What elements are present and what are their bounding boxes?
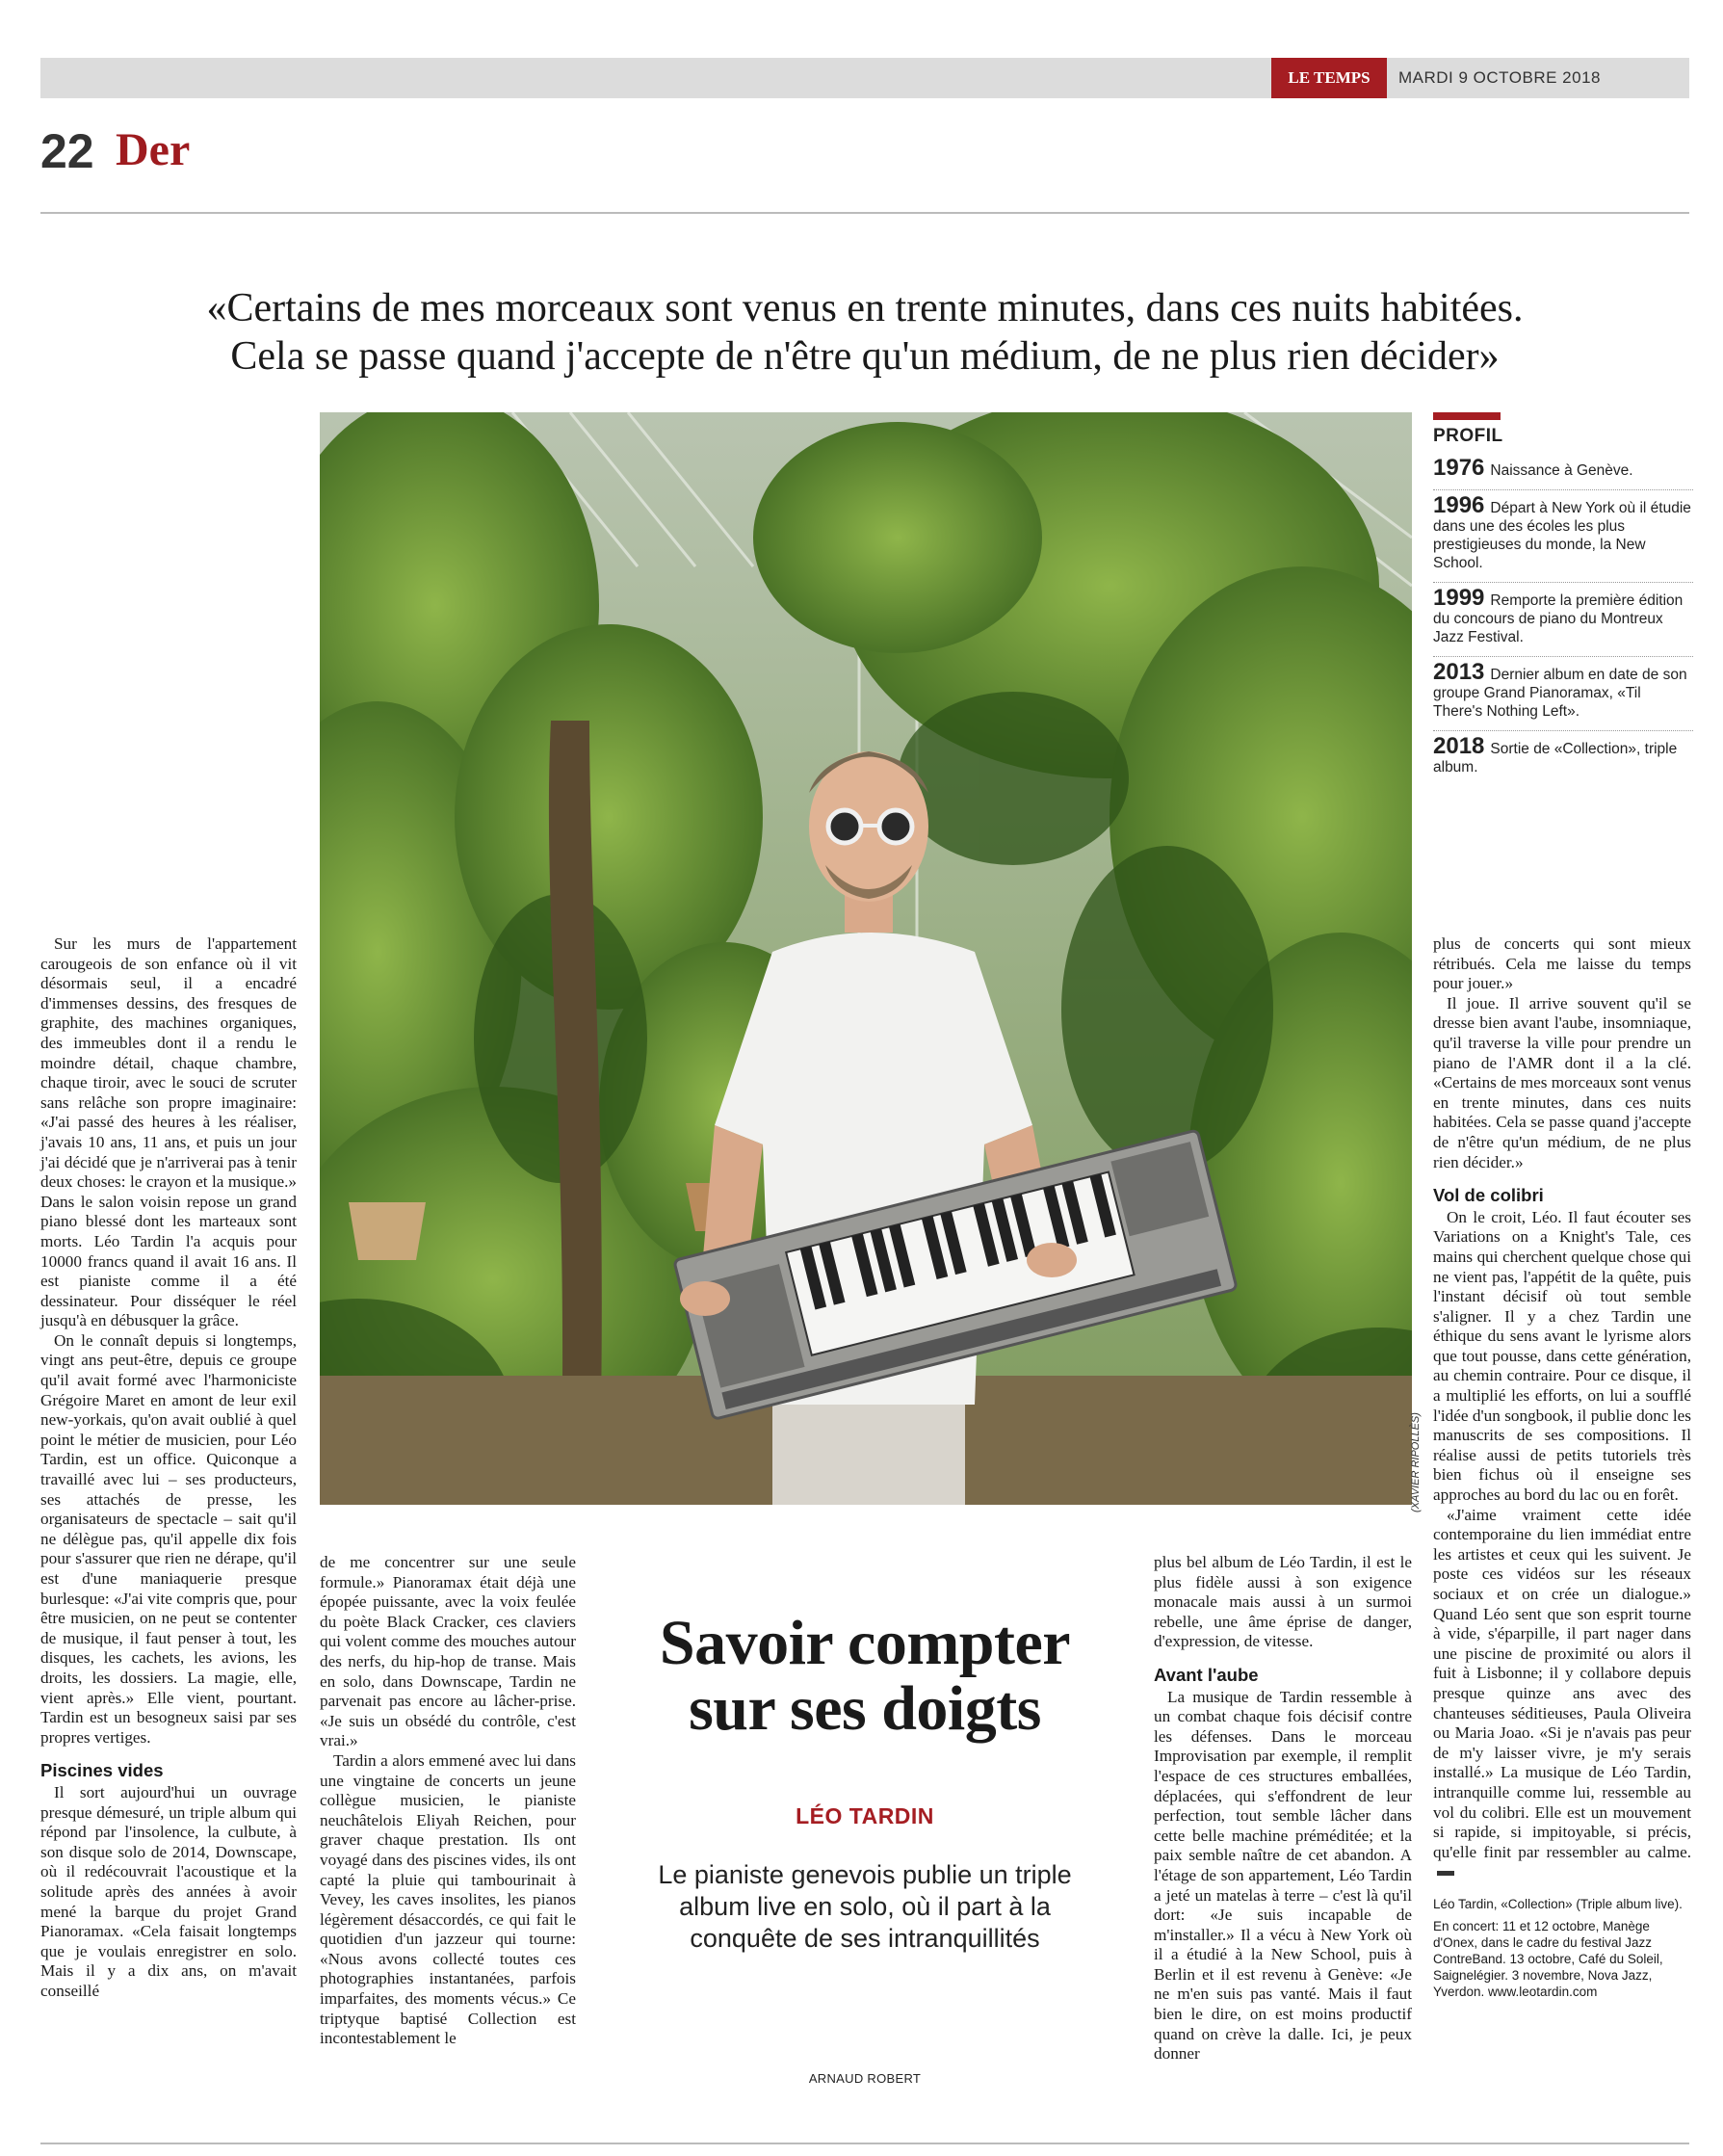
paragraph: On le connaît depuis si longtemps, vingt ans peut-être, depuis ce groupe qu'il avait formé avec l'harmoniciste Grégoire Maret en amont de leur exil new-yorkais, qu'on avait oublié à quel point le métier de musicien, pour Léo Tardin, est un office. Quiconque a travaillé avec lui – ses producteurs, ses attachés de presse, les organisateurs de spectacle – sait qu'il ne délègue pas, qu'il appelle dix fois pour s'assurer que rien ne dérape, qu'il est d'une maniaquerie presque burlesque: «J'ai vite compris que, pour être musicien, on ne peut se contenter de musique, il faut penser à tout, les disques, les cachets, les avions, les droits, les dossiers. La magie, elle, vient après.» Elle vient, pourtant. Tardin est un besogneux saisi par ses propres vertiges.	[40, 1330, 297, 1747]
headline-line-2: sur ses doigts	[689, 1673, 1041, 1744]
subheading: Avant l'aube	[1154, 1664, 1259, 1685]
end-mark-icon	[1437, 1871, 1454, 1876]
pull-quote-line-2: Cela se passe quand j'accepte de n'être qu'un médium, de ne plus rien décider»	[230, 334, 1500, 379]
profile-text: Naissance à Genève.	[1490, 462, 1633, 479]
pull-quote-line-1: «Certains de mes morceaux sont venus en trente minutes, dans ces nuits habitées.	[206, 286, 1524, 330]
profile-title: PROFIL	[1433, 426, 1503, 446]
paragraph: de me concentrer sur une seule formule.» Pianoramax était déjà une épopée puissante, avec la voix feulée du poète Black Cracker, ces claviers qui volent comme des mouches autour des nerfs, du hip-hop de transe. Mais en solo, dans Downscape, Tardin ne parvenait pas encore au lâcher-prise. «Je suis un obsédé du contrôle, c'est vrai.»	[320, 1553, 576, 1750]
footer-divider	[40, 2143, 1689, 2144]
article-kicker: LÉO TARDIN	[796, 1803, 934, 1828]
paragraph-final	[1433, 1506, 1691, 1882]
profile-text: Dernier album en date de son groupe Grand Pianoramax, «Til There's Nothing Left».	[1433, 667, 1687, 720]
article-dek: Le pianiste genevois publie un triple album live en solo, où il part à la conquête de ses intranquillités	[658, 1860, 1072, 1953]
profile-item	[1433, 490, 1693, 583]
profile-year: 2013	[1433, 659, 1485, 685]
profile-text: Sortie de «Collection», triple album.	[1433, 741, 1678, 776]
profile-accent-bar	[1433, 412, 1501, 420]
paragraph: plus bel album de Léo Tardin, il est le plus fidèle aussi à son exigence monacale mais aussi à un surmoi rebelle, une âme éprise de danger, d'expression, de vitesse.	[1154, 1553, 1412, 1651]
article-column-5	[1433, 934, 1691, 2000]
photo-credit: (XAVIER RIPOLLÈS)	[1410, 1412, 1422, 1512]
paragraph: Il joue. Il arrive souvent qu'il se dresse bien avant l'aube, insomniaque, qu'il traverse la ville pour prendre un piano de l'AMR dont il a la clé. «Certains de mes morceaux sont venus en trente minutes, dans ces nuits habitées. Cela se passe quand j'accepte de n'être qu'un médium, de ne plus rien décider.»	[1433, 993, 1691, 1171]
article-byline: ARNAUD ROBERT	[808, 2071, 922, 2086]
album-note: Léo Tardin, «Collection» (Triple album live).	[1433, 1896, 1683, 1911]
pull-quote	[40, 284, 1689, 381]
headline-line-1: Savoir compter	[659, 1608, 1071, 1678]
article-photo	[320, 412, 1412, 1505]
paragraph: Sur les murs de l'appartement carougeois de son enfance où il vit désormais seul, il a encadré d'immenses dessins, des fresques de graphite, des machines organiques, des immeubles dont il a rendu le moindre détail, chaque chambre, chaque tiroir, avec le souci de scruter sans relâche son propre imaginaire: «J'ai passé des heures à les réaliser, j'avais 10 ans, 11 ans, et puis un jour j'ai décidé que je n'arriverai pas à tenir deux choses: le crayon et la musique.» Dans le salon voisin repose un grand piano blessé dont les marteaux sont morts. Léo Tardin l'a acquis pour 10000 francs quand il avait 16 ans. Il est pianiste comme il a été dessinateur. Pour disséquer le réel jusqu'à en débusquer la grâce.	[40, 934, 297, 1330]
article-column-4	[1154, 1553, 1412, 2064]
profile-item	[1433, 453, 1693, 490]
profile-box	[1433, 412, 1693, 786]
article-headline	[597, 1608, 1133, 1744]
paragraph-text: «J'aime vraiment cette idée contemporaine du lien immédiat entre les artistes et ceux qui les suivent. Je poste ces vidéos sur les réseaux sociaux et on crée un dialogue.» Quand Léo sent que son esprit tourne à vide, s'éparpille, il part nager dans une piscine de proximité ou alors il fuit à Lisbonne; il y collabore depuis presque quinze ans avec des chanteuses séditieuses, Paula Oliveira ou Maria Joao. «Si je n'avais pas peur de m'y laisser vivre, je m'y serais installé.» La musique de Léo Tardin, intranquille comme lui, ressemble au vol du colibri. Elle est un mouvement si rapide, si impitoyable, si précis, qu'elle finit par ressembler au calme.	[1433, 1505, 1691, 1861]
paragraph: Il sort aujourd'hui un ouvrage presque démesuré, un triple album qui répond par l'insolence, la culbute, à son disque solo de 2014, Downscape, où il redécouvrait l'acoustique et la solitude après des années à avoir mené la barque du projet Grand Pianoramax. «Cela faisait longtemps que je voulais enregistrer en solo. Mais il y a dix ans, on m'avait conseillé	[40, 1782, 297, 2000]
paragraph: La musique de Tardin ressemble à un combat chaque fois décisif contre les défenses. Dans le morceau Improvisation par exemple, il remplit l'espace de ces structures emballées, déplacées, qui s'effondrent de leur perfection, tout semble lâcher dans cette belle machine préméditée; et la paix semble naître de cet abandon. A l'étage de son appartement, Léo Tardin a jeté un matelas à terre – c'est là qu'il dort: «Je suis incapable de m'installer.» Il a vécu à New York où il a étudié à la New School, puis à Berlin et il est revenu à Genève: «Je ne m'en suis pas vanté. Mais il faut bien le dire, on est moins productif quand on crève la dalle. Ici, je peux donner	[1154, 1687, 1412, 2064]
profile-item	[1433, 657, 1693, 731]
concert-note: En concert: 11 et 12 octobre, Manège d'Onex, dans le cadre du festival Jazz ContreBand. 13 octobre, Café du Soleil, Saignelégier. 3 novembre, Nova Jazz, Yverdon. www.leotardin.com	[1433, 1918, 1663, 1999]
subheading: Vol de colibri	[1433, 1185, 1544, 1206]
profile-year: 1996	[1433, 492, 1485, 518]
section-title: Der	[116, 124, 191, 175]
profile-year: 1976	[1433, 455, 1485, 481]
profile-year: 1999	[1433, 585, 1485, 611]
article-column-1	[40, 934, 297, 2001]
profile-item	[1433, 583, 1693, 657]
subheading: Piscines vides	[40, 1760, 164, 1781]
paragraph: Tardin a alors emmené avec lui dans une vingtaine de concerts un jeune collègue musicien, le pianiste neuchâtelois Eliyah Reichen, pour graver chaque prestation. Ils ont voyagé dans des piscines vides, ils ont capté la pluie qui tambourinait à Vevey, les caves insolites, les pianos légèrement désaccordés, ce qui fait le quotidien d'un jazzeur qui tourne: «Nous avons collecté toutes ces photographies instantanées, parfois imparfaites, des moments vécus.» Ce triptyque baptisé Collection est incontestablement le	[320, 1750, 576, 2048]
profile-text: Départ à New York où il étudie dans une des écoles les plus prestigieuses du monde, la New School.	[1433, 500, 1691, 571]
paragraph: On le croit, Léo. Il faut écouter ses Variations on a Knight's Tale, ces mains qui cherchent quelque chose qui ne vient pas, l'appétit de la quête, puis l'instant décisif où tout semble s'aligner. Il y a chez Tardin une éthique du sens avant le lyrisme alors que tout pousse, dans cette génération, au chemin contraire. Pour ce disque, il a multiplié les efforts, on lui a soufflé l'idée d'un songbook, il publie donc les manuscrits de ses compositions. Il réalise aussi de petits tutoriels très bien fichus où il enseigne ses approches au bord du lac ou en forêt.	[1433, 1207, 1691, 1505]
profile-item	[1433, 731, 1693, 786]
page-number: 22	[40, 124, 94, 178]
paragraph: plus de concerts qui sont mieux rétribués. Cela me laisse du temps pour jouer.»	[1433, 934, 1691, 993]
photo-illustration	[320, 412, 1412, 1505]
profile-text: Remporte la première édition du concours de piano du Montreux Jazz Festival.	[1433, 592, 1684, 645]
article-column-2	[320, 1553, 576, 2049]
header-divider	[40, 212, 1689, 214]
issue-date: MARDI 9 OCTOBRE 2018	[1398, 68, 1601, 87]
brand-logo[interactable]: LE TEMPS	[1271, 58, 1387, 98]
profile-year: 2018	[1433, 733, 1485, 759]
